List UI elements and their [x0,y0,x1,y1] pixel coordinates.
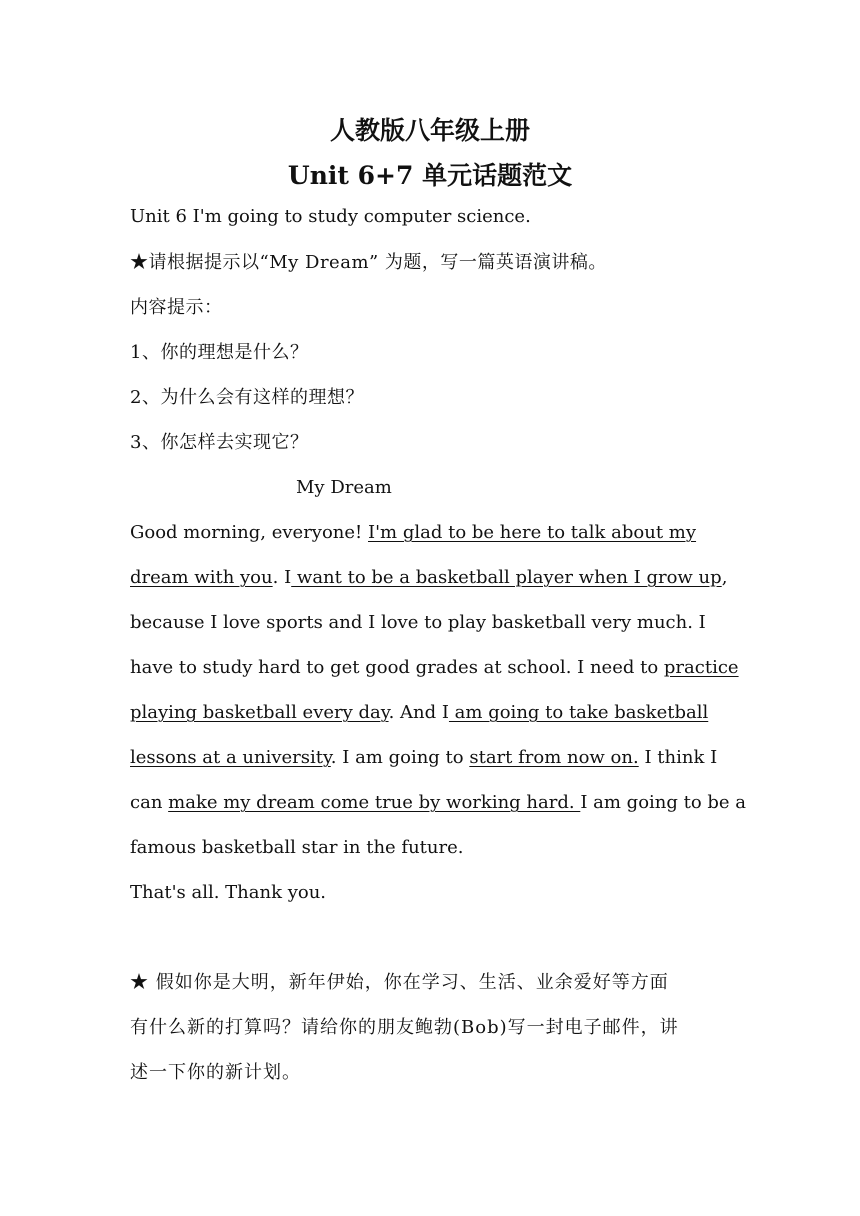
unit6-task: ★请根据提示以“My Dream” 为题，写一篇英语演讲稿。 [130,252,607,273]
essay-closing: That's all. Thank you. [130,882,327,903]
unit7-task-line: 述一下你的新计划。 [130,1062,301,1083]
hint-item: 1、你的理想是什么？ [130,342,309,363]
essay-line: can make my dream come true by working hard. I am going to be a [130,792,747,813]
essay-line: famous basketball star in the future. [130,837,464,858]
document-subtitle: Unit 6+7 单元话题范文 [287,161,573,190]
unit7-task-line: ★ 假如你是大明，新年伊始，你在学习、生活、业余爱好等方面 [130,972,669,993]
essay-line: dream with you. I want to be a basketball player when I grow up, [130,567,728,588]
essay-line: have to study hard to get good grades at school. I need to practice [130,657,739,678]
essay-line: playing basketball every day. And I am going to take basketball [130,702,709,723]
essay-line: because I love sports and I love to play basketball very much. I [130,612,706,633]
essay-line: Good morning, everyone! I'm glad to be here to talk about my [130,522,697,543]
essay-line: lessons at a university. I am going to start from now on. I think I [130,747,718,768]
essay-title: My Dream [296,477,392,498]
unit6-heading: Unit 6 I'm going to study computer science. [130,206,531,227]
document-title: 人教版八年级上册 [329,116,530,145]
hint-item: 2、为什么会有这样的理想？ [130,387,364,408]
hint-label: 内容提示： [130,297,223,318]
hint-item: 3、你怎样去实现它？ [130,432,309,453]
unit7-task-line: 有什么新的打算吗？请给你的朋友鲍勃(Bob)写一封电子邮件，讲 [130,1017,679,1038]
